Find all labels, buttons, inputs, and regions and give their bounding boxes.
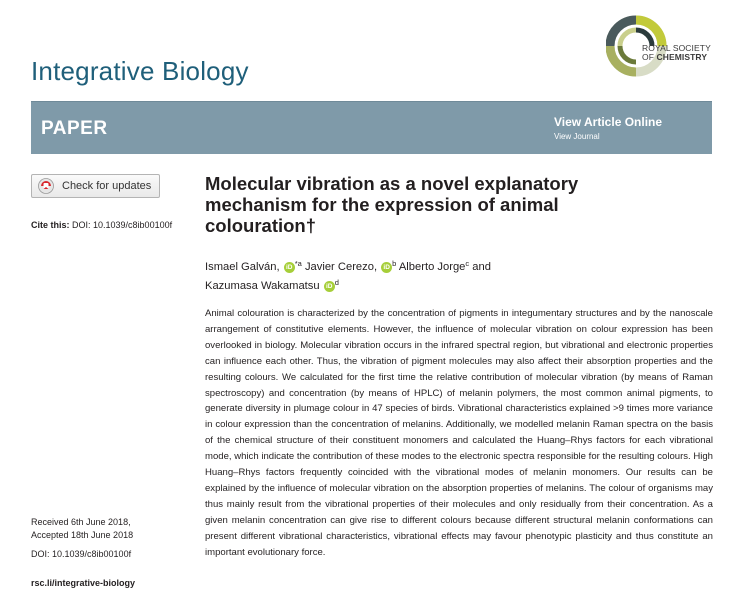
article-title: Molecular vibration as a novel explanatory mechanism for the expression of animal colouration† xyxy=(205,173,579,236)
author-name[interactable]: Kazumasa Wakamatsu xyxy=(205,280,320,292)
orcid-icon[interactable]: iD xyxy=(324,281,335,292)
journal-link[interactable]: rsc.li/integrative-biology xyxy=(31,578,136,588)
author-affiliation: d xyxy=(334,278,339,287)
dates xyxy=(31,516,133,541)
accepted-date: Accepted 18th June 2018 xyxy=(31,529,134,540)
cite-this xyxy=(31,220,172,230)
doi: DOI: 10.1039/c8ib00100f xyxy=(31,549,132,559)
abstract: Animal colouration is characterized by the concentration of pigments in integumentary structures and by the nanoscale arrangement of constitutive elements. However, the influence of molecular vibration on colour expression has been overlooked in biology. Molecular vibration occurs in the infrared spectral region, but vibrational and electronic properties can influence each other. Thus, the vibration of pigment molecules may also affect their absorption properties and the resulting colours. We calculated for the first time the relative contribution of molecular vibration (by means of Raman spectroscopy) and concentration (by means of HPLC) of melanin polymers, the most common animal pigments, to generate diversity in plumage colour in 47 species of birds. Vibrational characteristics explained >9 times more variance in colour expression than the concentration of melanins. Additionally, we modelled melanin Raman spectra on the basis of the chemical structure of their constituent monomers and calculated the Huang–Rhys factors for each vibrational mode, which indicate the contribution of these modes to the electronic spectra responsible for the resulting colours. High Huang–Rhys factors frequently coincided with the vibrational modes of melanin monomers. Our results can be explained by the influence of molecular vibration on the absorption properties of melanins. The colour of organisms may thus mainly result from the vibrational properties of their molecules and only residually from their concentration. As a given melanin concentration can give rise to different colours because different structural melanin conformations can present different vibrational characteristics, vibrational effects may favour phenotypic plasticity and thus constitute an important evolutionary force. xyxy=(205,308,713,558)
header-bar xyxy=(31,101,712,154)
crossmark-icon xyxy=(38,178,54,194)
author-affiliation: *a xyxy=(294,259,302,268)
orcid-icon[interactable]: iD xyxy=(381,262,392,273)
author-name[interactable]: Alberto Jorge xyxy=(398,261,466,273)
rsc-logo xyxy=(606,12,712,78)
author-conjunction: and xyxy=(472,261,491,273)
article-type-label: PAPER xyxy=(41,118,108,139)
cite-label: Cite this: xyxy=(31,220,70,230)
author-affiliation: b xyxy=(392,259,397,268)
check-updates-label: Check for updates xyxy=(62,180,152,192)
rsc-logo-line2: OF xyxy=(642,52,655,62)
cite-doi: DOI: 10.1039/c8ib00100f xyxy=(69,220,173,230)
rsc-logo-line3: CHEMISTRY xyxy=(656,52,708,62)
check-for-updates-button[interactable] xyxy=(31,174,160,198)
author-list xyxy=(205,256,645,294)
view-journal-link[interactable]: View Journal xyxy=(554,132,600,141)
received-date: Received 6th June 2018, xyxy=(31,517,131,527)
author-name[interactable]: Ismael Galván, xyxy=(205,261,280,273)
view-article-online-link[interactable]: View Article Online xyxy=(554,115,663,129)
author-affiliation: c xyxy=(465,259,470,268)
journal-title: Integrative Biology xyxy=(31,56,249,86)
author-name[interactable]: Javier Cerezo, xyxy=(304,261,378,273)
rsc-logo-line1: ROYAL SOCIETY xyxy=(642,43,711,53)
orcid-icon[interactable]: iD xyxy=(284,262,295,273)
